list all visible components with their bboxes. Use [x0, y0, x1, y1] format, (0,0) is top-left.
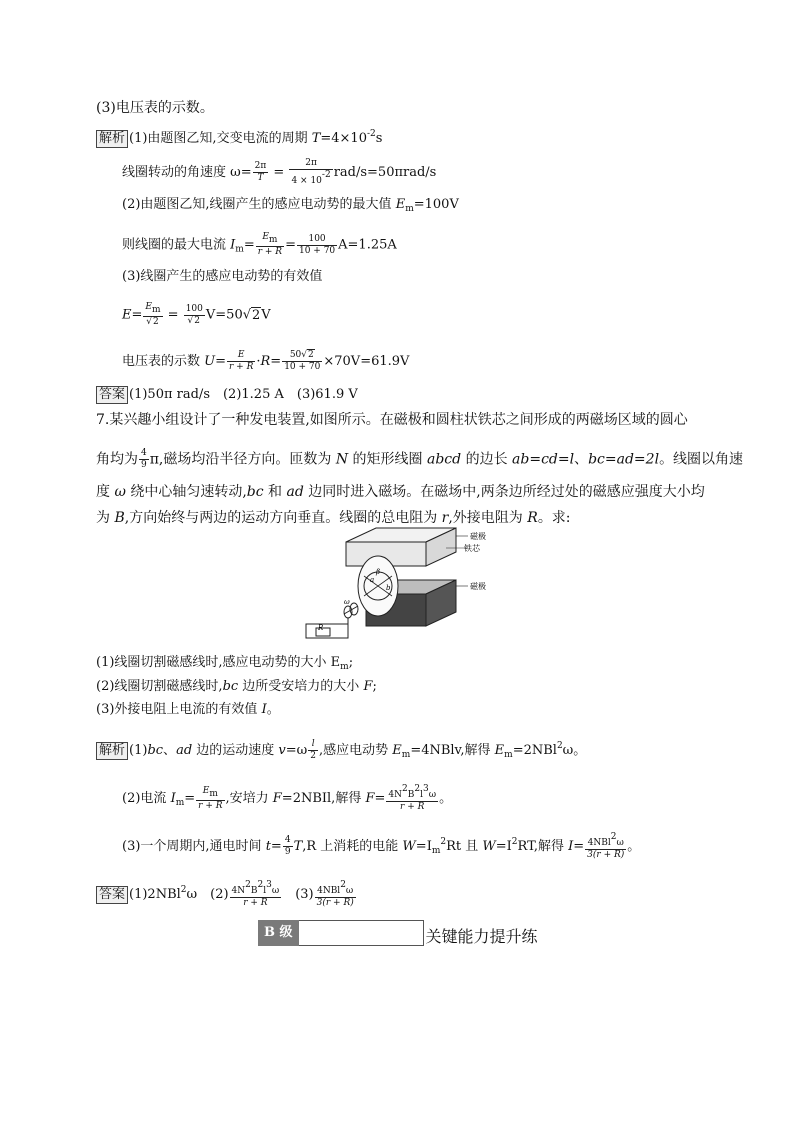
label-a: a	[370, 576, 375, 584]
solution-line-7: 电压表的示数 U= $\frac{E}{r + R}$ ·R= $\frac{50√2}{10 + 70}$ ×70V=61.9V	[122, 350, 410, 372]
q7-sub-1: (1)线圈切割磁感线时,感应电动势的大小 $E_m$;	[96, 655, 354, 672]
generator-diagram	[296, 524, 496, 644]
analysis-tag-q7: 解析	[96, 742, 128, 760]
solution-line-4: 则线圈的最大电流 $I_m=$ $\frac{Em}{r + R}$ = $\frac{100}{10 + 70}$ A=1.25A	[122, 232, 397, 257]
section-banner	[258, 920, 538, 946]
q7-stem-line-1: 7.某兴趣小组设计了一种发电装置,如图所示。在磁极和圆柱状铁芯之间形成的两磁场区域的圆心	[96, 412, 688, 428]
q7-stem-line-4: 为 B,方向始终与两边的运动方向垂直。线圈的总电阻为 r,外接电阻为 R。求:	[96, 510, 571, 526]
q7-sub-2: (2)线圈切割磁感线时,bc 边所受安培力的大小 F;	[96, 679, 377, 694]
solution-line-1: 解析 (1)由题图乙知,交变电流的周期 $T=4\times 10^{-2}s$	[96, 126, 382, 148]
resistor-label: R	[318, 624, 324, 632]
q7-solution-2: (2)电流 $I_m=$ $\frac{Em}{r + R}$ ,安培力 F=2NBIl,解得 F= $\frac{4N2B2l3\omega}{r + R}$ 。	[122, 784, 453, 812]
question-part-3: (3)电压表的示数。	[96, 100, 214, 116]
q7-solution-1: 解析 (1)bc、ad 边的运动速度 v=ω $\frac{l}{2}$ ,感应电动势 $E_m=4NBlv$,解得 $E_m=2NBl^2\omega$。	[96, 738, 586, 764]
answer-tag: 答案	[96, 386, 128, 404]
q7-answer: 答案 (1)2NBl$^2$ω (2) $\frac{4N2B2l3\omega}{r + R}$ (3) $\frac{\text{4NBl2ω}}{3(r + R)}$	[96, 880, 357, 909]
label-beta: β	[376, 568, 381, 576]
answer-tag-q7: 答案	[96, 886, 128, 904]
label-omega: ω	[344, 598, 350, 606]
q7-stem-line-2: 角均为 $\frac{4}{9}$ π,磁场均沿半径方向。匝数为 N 的矩形线圈 abcd 的边长 ab=cd=l、bc=ad=2l。线圈以角速	[96, 448, 744, 470]
solution-line-2: 线圈转动的角速度 ω= $\frac{2\pi}{T}$ = $\frac{2\pi}{4 \times 10-2}$ rad/s=50πrad/s	[122, 158, 437, 186]
answer-line-q6: 答案 (1)50π rad/s (2)1.25 A (3)61.9 V	[96, 386, 358, 404]
solution-line-5: (3)线圈产生的感应电动势的有效值	[122, 269, 323, 284]
label-b: b	[386, 584, 391, 592]
q7-stem-line-3: 度 ω 绕中心轴匀速转动,bc 和 ad 边同时进入磁场。在磁场中,两条边所经过处的磁感应强度大小均	[96, 484, 705, 500]
level-badge: B 级	[258, 920, 299, 946]
analysis-tag: 解析	[96, 130, 128, 148]
q7-solution-3: (3)一个周期内,通电时间 t= $\frac{4}{9}$ T,R 上消耗的电能 $W=I_m^2Rt$ 且 $W=I^2RT$,解得 I= $\frac{\text{4NBl2ω}}{3(r + R)}$ 。	[122, 832, 641, 860]
q7-sub-3: (3)外接电阻上电流的有效值 I。	[96, 702, 280, 717]
label-magnet-bottom: 磁极	[470, 582, 486, 591]
solution-line-3: (2)由题图乙知,线圈产生的感应电动势的最大值 $E_m=100V$	[122, 197, 459, 214]
solution-line-6: E= $\frac{Em}{√2}$ = $\frac{100}{√2}$ V=50√2V	[122, 302, 271, 327]
section-title: 关键能力提升练	[425, 927, 538, 946]
label-iron-core: 铁芯	[464, 544, 480, 553]
banner-box	[299, 920, 424, 946]
label-magnet-top: 磁极	[470, 532, 486, 541]
